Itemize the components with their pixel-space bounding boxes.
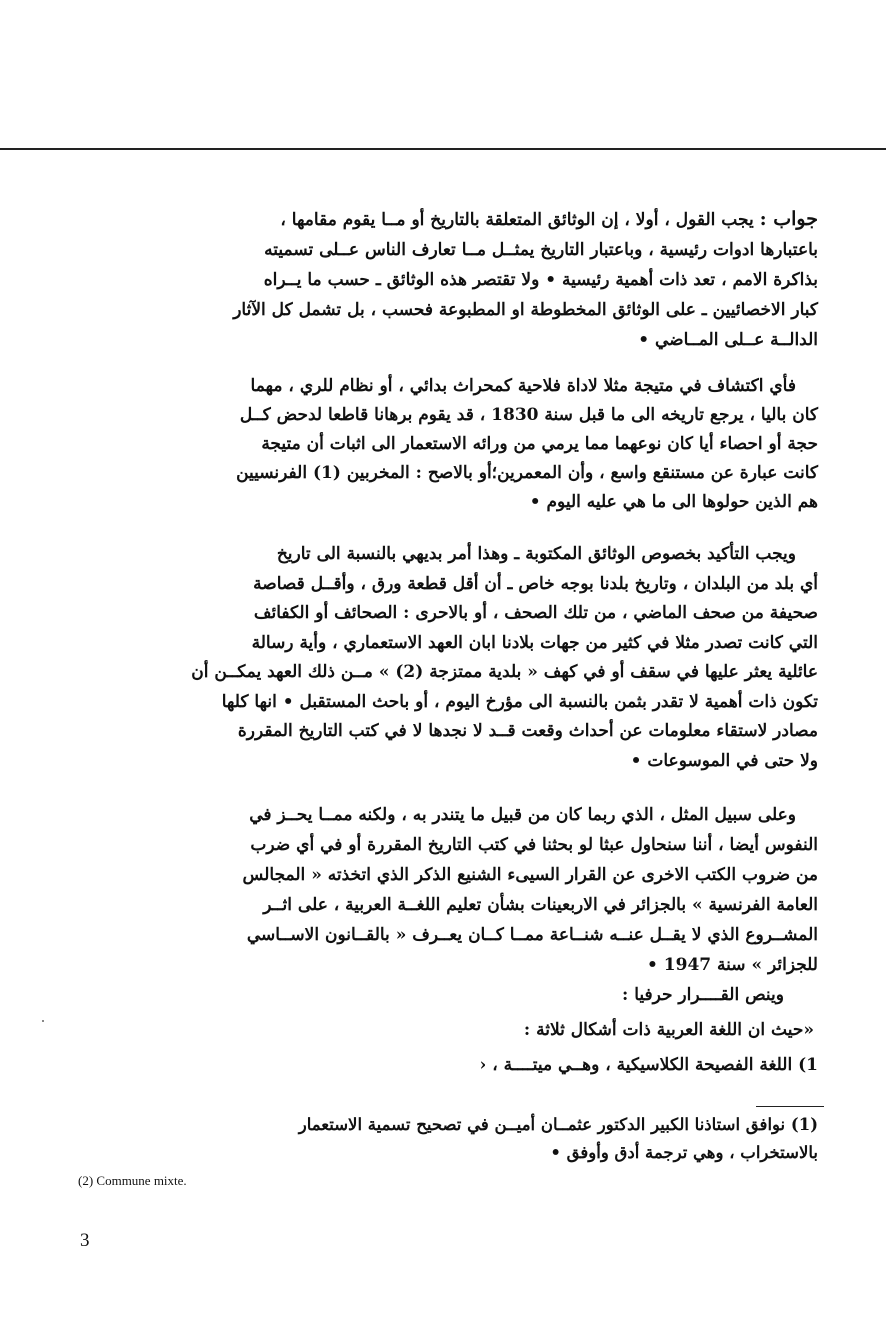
- paragraph-line: المشــروع الذي لا يقــل عنــه شنــاعة ممــا كــان يعــرف « بالقــانون الاســاسي: [246, 925, 818, 945]
- paragraph-line: مصادر لاستقاء معلومات عن أحداث وقعت قــد لا نجدها لا في كتب التاريخ المقررة: [237, 721, 818, 741]
- paragraph-line: فأي اكتشاف في متيجة مثلا لاداة فلاحية كمحراث بدائي ، أو نظام للري ، مهما: [250, 376, 796, 396]
- footnote-line: (1) نوافق استاذنا الكبير الدكتور عثمــان أميــن في تصحيح تسمية الاستعمار: [298, 1115, 818, 1134]
- paragraph-line: الدالــة عــلى المــاضي •: [638, 330, 818, 350]
- paragraph-line: كانت عبارة عن مستنقع واسع ، وأن المعمرين؛أو بالاصح : المخربين (1) الفرنسيين: [236, 463, 818, 483]
- paragraph-2: [72, 372, 818, 517]
- paragraph-3: [72, 540, 818, 776]
- decree-clause: «حيث ان اللغة العربية ذات أشكال ثلاثة :: [523, 1020, 814, 1040]
- page-number: 3: [80, 1230, 90, 1251]
- paragraph-line: تكون ذات أهمية لا تقدر بثمن بالنسبة الى مؤرخ اليوم ، أو باحث المستقبل • انها كلها: [221, 691, 818, 712]
- margin-speck: [42, 1020, 44, 1022]
- paragraph-line: العامة الفرنسية » بالجزائر في الاربعينات بشأن تعليم اللغــة العربية ، على اثــر: [263, 895, 818, 915]
- header-rule: [0, 148, 886, 150]
- answer-lead: جواب :: [759, 208, 818, 230]
- paragraph-line: النفوس أيضا ، أننا سنحاول عبثا لو بحثنا في كتب التاريخ المقررة أو في أي ضرب: [250, 835, 818, 855]
- footnote-2: (2) Commune mixte.: [78, 1173, 187, 1188]
- footnote-line: بالاستخراب ، وهي ترجمة أدق وأوفق •: [550, 1143, 818, 1162]
- paragraph-4: [72, 800, 818, 980]
- paragraph-line: صحيفة من صحف الماضي ، من تلك الصحف ، أو بالاحرى : الصحائف أو الكفائف: [253, 603, 818, 623]
- paragraph-line: باعتبارها ادوات رئيسية ، وباعتبار التاريخ يمثــل مــا تعارف الناس عــلى تسميته: [264, 240, 818, 260]
- paragraph-line: كان باليا ، يرجع تاريخه الى ما قبل سنة 1830 ، قد يقوم برهانا قاطعا لدحض كــل: [239, 405, 818, 425]
- paragraph-line: كبار الاخصائيين ـ على الوثائق المخطوطة او المطبوعة فحسب ، بل تشمل كل الآثار: [233, 300, 818, 320]
- paragraph-line: هم الذين حولوها الى ما هي عليه اليوم •: [529, 492, 818, 512]
- paragraph-line: [72, 204, 818, 235]
- paragraph-line: بذاكرة الامم ، تعد ذات أهمية رئيسية • ولا تقتصر هذه الوثائق ـ حسب ما يــراه: [263, 270, 818, 290]
- paragraph-line: وعلى سبيل المثل ، الذي ربما كان من قبيل ما يتندر به ، ولكنه ممــا يحــز في: [249, 805, 796, 825]
- decree-item: 1) اللغة الفصيحة الكلاسيكية ، وهــي ميتــــة ، ‹: [479, 1055, 818, 1075]
- footnote-1: [72, 1111, 818, 1167]
- paragraph-line: من ضروب الكتب الاخرى عن القرار السيىء الشنيع الذكر الذي اتخذته « المجالس: [242, 865, 818, 885]
- paragraph-line-text: يجب القول ، أولا ، إن الوثائق المتعلقة بالتاريخ أو مــا يقوم مقامها ،: [280, 210, 754, 230]
- decree-intro: وينص القــــرار حرفيا :: [622, 985, 784, 1005]
- paragraph-line: ولا حتى في الموسوعات •: [630, 750, 818, 771]
- paragraph-line: للجزائر » سنة 1947 •: [647, 955, 818, 975]
- footnote-rule: [756, 1106, 824, 1107]
- paragraph-line: ويجب التأكيد بخصوص الوثائق المكتوبة ـ وهذا أمر بديهي بالنسبة الى تاريخ: [276, 544, 796, 564]
- paragraph-line: عائلية يعثر عليها في سقف أو في كهف « بلدية ممتزجة (2) » مــن ذلك العهد يمكــن أن: [191, 662, 818, 682]
- paragraph-line: حجة أو احصاء أيا كان نوعهما مما يرمي من ورائه الاستعمار الى اثبات أن متيجة: [261, 434, 818, 454]
- paragraph-line: التي كانت تصدر مثلا في كثير من جهات بلادنا ابان العهد الاستعماري ، وأية رسالة: [251, 632, 818, 653]
- paragraph-line: أي بلد من البلدان ، وتاريخ بلدنا بوجه خاص ـ أن أقل قطعة ورق ، وأقــل قصاصة: [253, 573, 818, 594]
- paragraph-1: [72, 204, 818, 355]
